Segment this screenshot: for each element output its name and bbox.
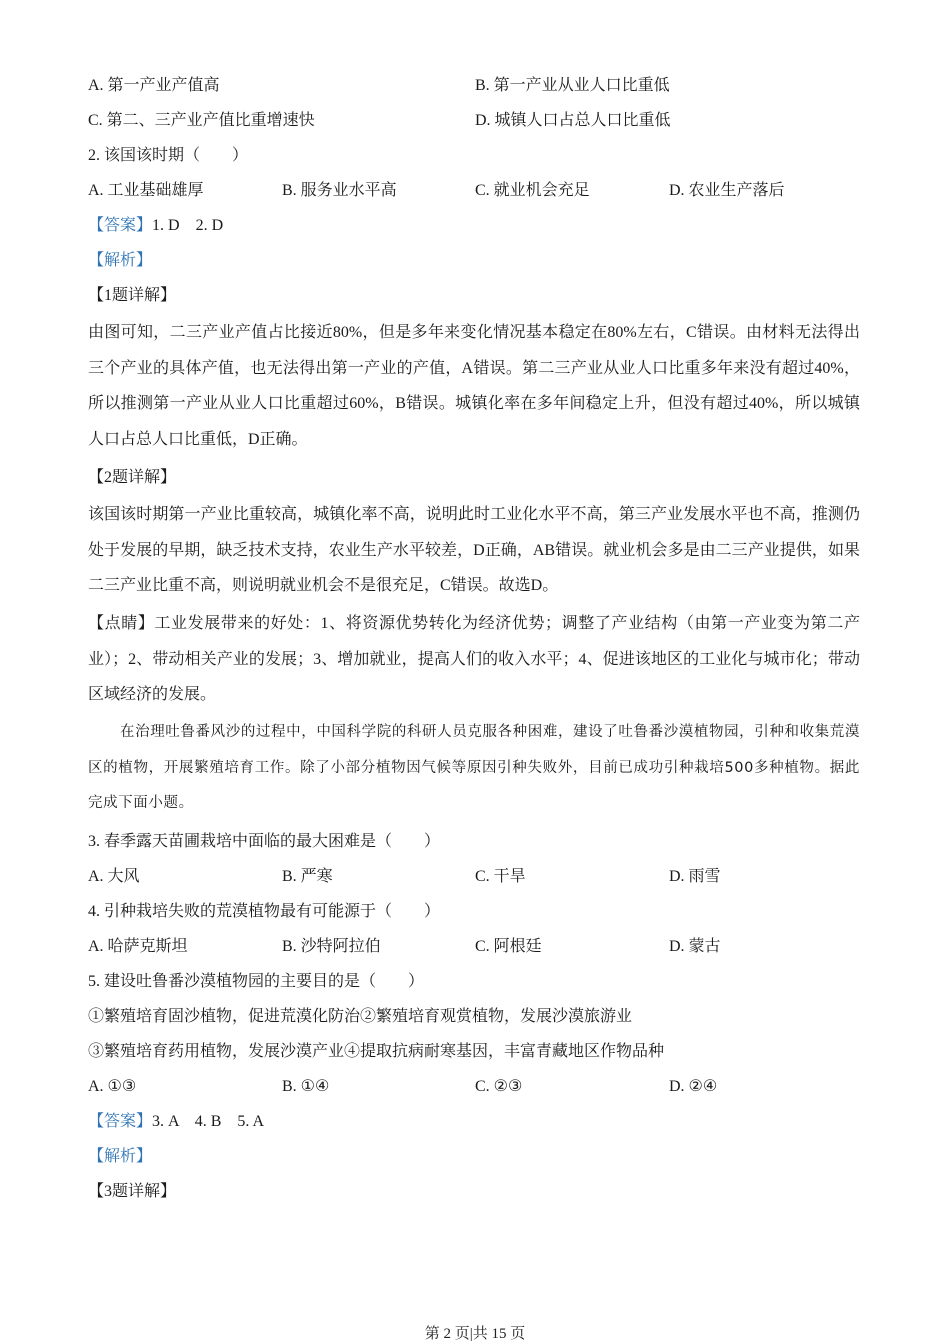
answer-value: 3. A 4. B 5. A bbox=[152, 1113, 265, 1130]
q5-items-line-2: ③繁殖培育药用植物，发展沙漠产业④提取抗病耐寒基因，丰富青藏地区作物品种 bbox=[88, 1043, 665, 1060]
q5-option-b: B. ①④ bbox=[282, 1078, 330, 1095]
analysis-label: 【解析】 bbox=[88, 252, 153, 269]
q5-stem: 5. 建设吐鲁番沙漠植物园的主要目的是（ ） bbox=[88, 973, 425, 990]
q5-option-d: D. ②④ bbox=[669, 1078, 718, 1095]
q1-option-d: D. 城镇人口占总人口比重低 bbox=[475, 112, 671, 129]
q4-option-c: C. 阿根廷 bbox=[475, 938, 542, 955]
answer-value: 1. D 2. D bbox=[152, 217, 224, 234]
detail-1-heading: 【1题详解】 bbox=[88, 287, 177, 304]
q5-option-a: A. ①③ bbox=[88, 1078, 137, 1095]
detail-2-heading: 【2题详解】 bbox=[88, 469, 177, 486]
q3-stem: 3. 春季露天苗圃栽培中面临的最大困难是（ ） bbox=[88, 833, 441, 850]
q1-option-c: C. 第二、三产业产值比重增速快 bbox=[88, 112, 315, 129]
q4-option-d: D. 蒙古 bbox=[669, 938, 721, 955]
highlight-text: 工业发展带来的好处：1、将资源优势转化为经济优势；调整了产业结构（由第一产业变为第二产业）；2、带动相关产业的发展；3、增加就业，提高人们的收入水平；4、促进该地区的工业化与城市化；带动区域经济的发展。 bbox=[88, 615, 860, 703]
detail-2-text: 该国该时期第一产业比重较高，城镇化率不高，说明此时工业化水平不高，第三产业发展水平也不高，推测仍处于发展的早期，缺乏技术支持，农业生产水平较差，D正确，AB错误。就业机会多是由二三产业提供，如果二三产业比重不高，则说明就业机会不是很充足，C错误。故选D。 bbox=[88, 506, 860, 594]
highlight-block bbox=[88, 606, 860, 713]
detail-3-heading: 【3题详解】 bbox=[88, 1183, 177, 1200]
q2-option-d: D. 农业生产落后 bbox=[669, 182, 785, 199]
q4-stem: 4. 引种栽培失败的荒漠植物最有可能源于（ ） bbox=[88, 903, 441, 920]
q2-option-b: B. 服务业水平高 bbox=[282, 182, 397, 199]
q3-option-b: B. 严寒 bbox=[282, 868, 333, 885]
q1-option-a: A. 第一产业产值高 bbox=[88, 77, 220, 94]
detail-1-text: 由图可知，二三产业产值占比接近80%，但是多年来变化情况基本稳定在80%左右，C错误。由材料无法得出三个产业的具体产值，也无法得出第一产业的产值，A错误。第二三产业从业人口比重多年来没有超过40%，所以推测第一产业从业人口比重超过60%，B错误。城镇化率在多年间稳定上升，但没有超过40%，所以城镇人口占总人口比重低，D正确。 bbox=[88, 324, 860, 448]
q3-option-d: D. 雨雪 bbox=[669, 868, 721, 885]
q2-option-a: A. 工业基础雄厚 bbox=[88, 182, 204, 199]
q1-option-b: B. 第一产业从业人口比重低 bbox=[475, 77, 670, 94]
q3-option-c: C. 干旱 bbox=[475, 868, 526, 885]
q5-items-line-1: ①繁殖培育固沙植物，促进荒漠化防治②繁殖培育观赏植物，发展沙漠旅游业 bbox=[88, 1008, 633, 1025]
page-footer: 第 2 页|共 15 页 bbox=[424, 1326, 526, 1342]
q2-option-c: C. 就业机会充足 bbox=[475, 182, 590, 199]
q3-option-a: A. 大风 bbox=[88, 868, 140, 885]
material-passage: 在治理吐鲁番风沙的过程中，中国科学院的科研人员克服各种困难，建设了吐鲁番沙漠植物园，引种和收集荒漠区的植物，开展繁殖培育工作。除了小部分植物因气候等原因引种失败外，目前已成功引种栽培500多种植物。据此完成下面小题。 bbox=[88, 724, 860, 811]
answer-label: 【答案】 bbox=[88, 1113, 153, 1130]
q4-option-b: B. 沙特阿拉伯 bbox=[282, 938, 381, 955]
answer-block-1 bbox=[88, 216, 223, 236]
q4-option-a: A. 哈萨克斯坦 bbox=[88, 938, 188, 955]
q2-stem: 2. 该国该时期（ ） bbox=[88, 147, 249, 164]
q5-option-c: C. ②③ bbox=[475, 1078, 523, 1095]
analysis-label: 【解析】 bbox=[88, 1148, 153, 1165]
answer-block-2 bbox=[88, 1112, 264, 1132]
answer-label: 【答案】 bbox=[88, 217, 153, 234]
highlight-label: 【点睛】 bbox=[88, 615, 155, 632]
